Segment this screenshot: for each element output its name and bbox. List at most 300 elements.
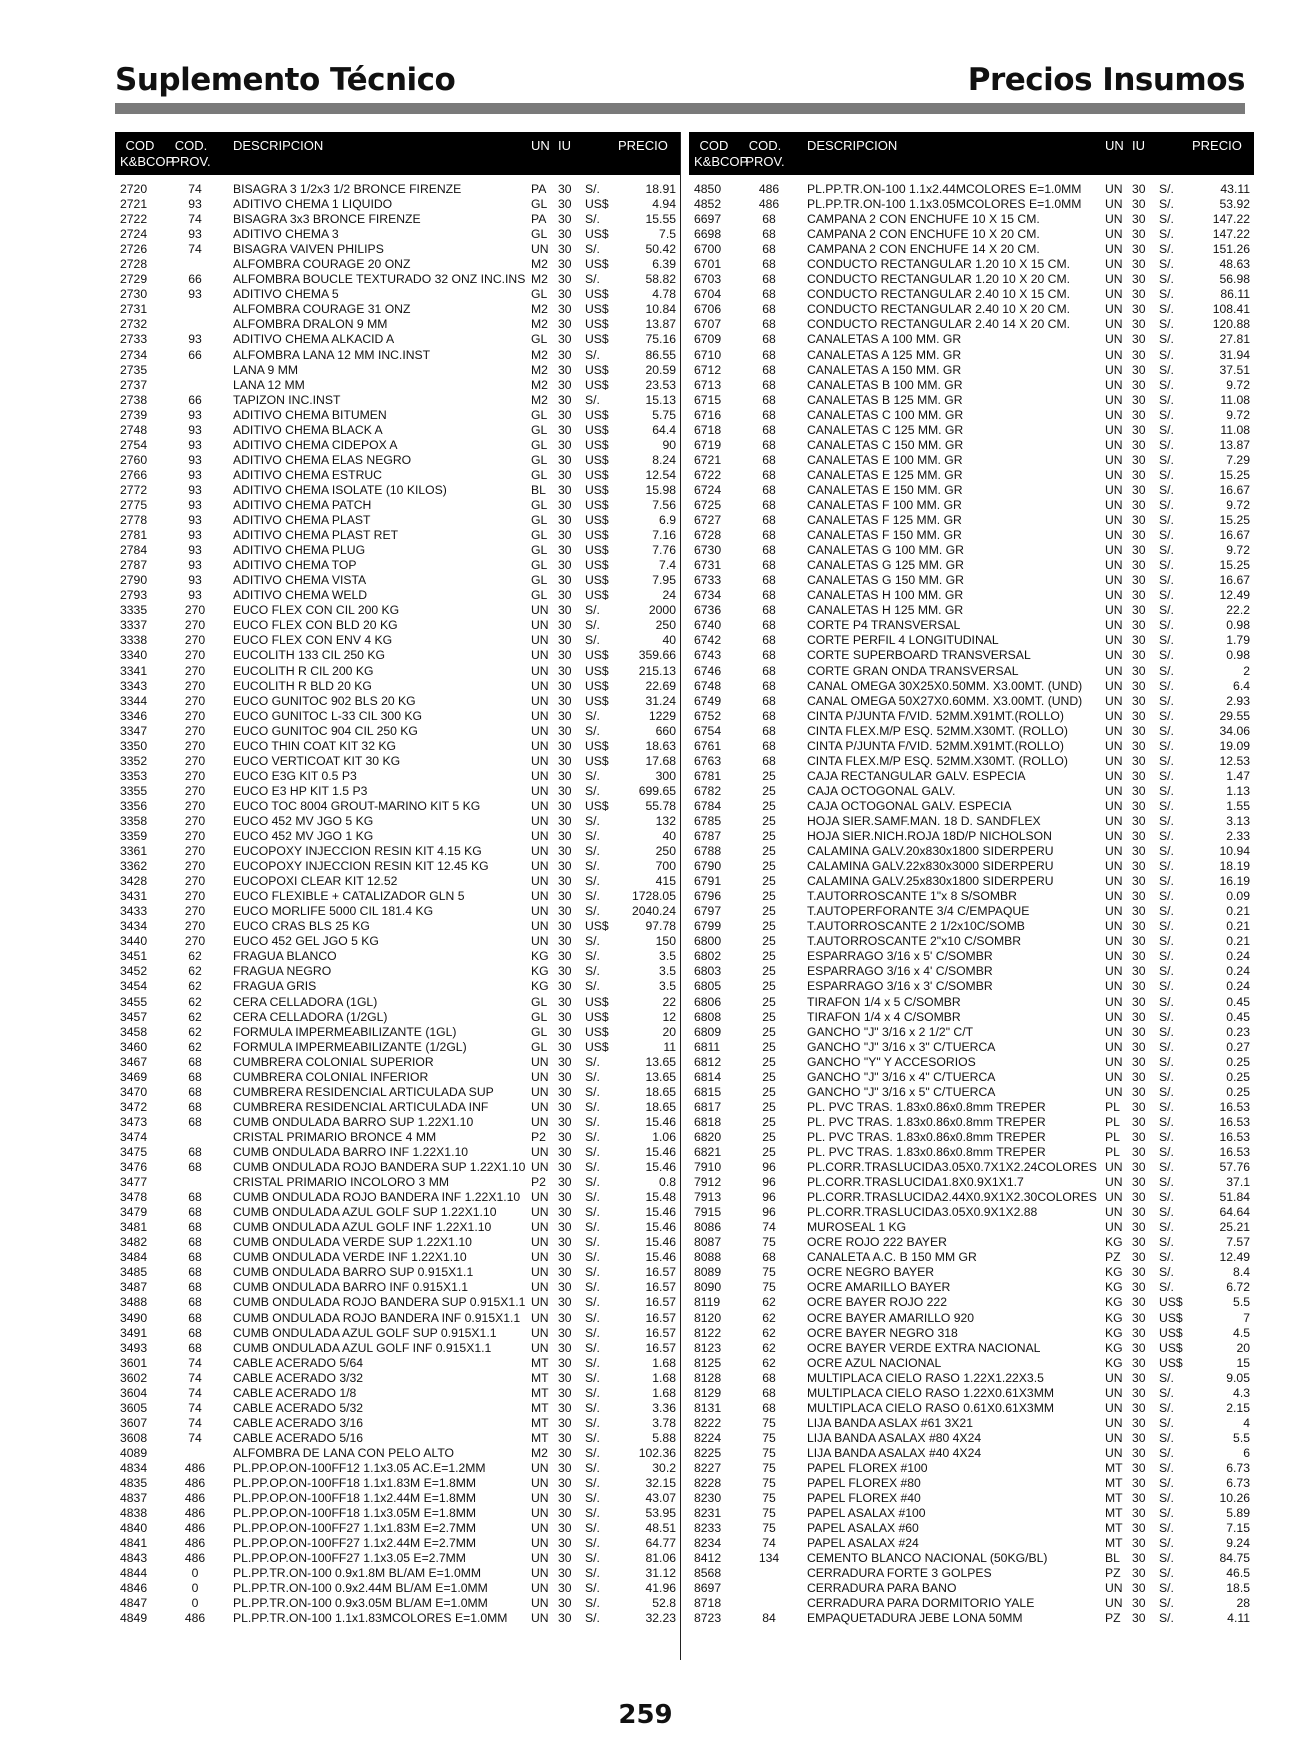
table-row xyxy=(689,498,1254,513)
cell-un: UN xyxy=(531,1325,549,1340)
cell-un: UN xyxy=(531,859,549,874)
cell-currency: S/. xyxy=(585,1160,600,1175)
cell-iu: 30 xyxy=(1132,182,1146,196)
cell-price: 15.46 xyxy=(645,1235,676,1250)
cell-desc: EUCO CRAS BLS 25 KG xyxy=(233,919,370,934)
cell-prov: 74 xyxy=(188,1355,202,1370)
cell-price: 31.12 xyxy=(645,1566,676,1581)
cell-un: M2 xyxy=(531,317,548,332)
cell-currency: US$ xyxy=(1159,1295,1183,1310)
cell-cod: 3458 xyxy=(120,1024,148,1039)
cell-cod: 6763 xyxy=(694,753,722,768)
cell-currency: S/. xyxy=(1159,1009,1174,1024)
table-row xyxy=(689,468,1254,483)
table-row xyxy=(689,1536,1254,1551)
cell-desc: CAJA OCTOGONAL GALV. ESPECIA xyxy=(807,798,1012,813)
cell-iu: 30 xyxy=(1132,1265,1146,1280)
cell-prov: 270 xyxy=(184,648,206,663)
cell-cod: 2778 xyxy=(120,513,148,528)
cell-prov: 93 xyxy=(188,543,202,558)
cell-desc: CANAL OMEGA 50X27X0.60MM. X3.00MT. (UND) xyxy=(807,693,1083,708)
cell-price: 29.55 xyxy=(1219,708,1250,723)
table-row xyxy=(689,1160,1254,1175)
page-number: 259 xyxy=(618,1700,673,1730)
table-row xyxy=(115,784,680,799)
cell-desc: EMPAQUETADURA JEBE LONA 50MM xyxy=(807,1611,1023,1626)
cell-price: 15.46 xyxy=(645,1145,676,1159)
cell-price: 31.24 xyxy=(645,693,676,708)
cell-cod: 3491 xyxy=(120,1325,148,1340)
cell-currency: S/. xyxy=(585,964,600,979)
cell-desc: PAPEL FLOREX #100 xyxy=(807,1460,928,1475)
cell-cod: 3452 xyxy=(120,964,148,979)
cell-iu: 30 xyxy=(558,347,572,362)
cell-prov: 270 xyxy=(184,934,206,949)
table-row xyxy=(689,483,1254,498)
cell-currency: S/. xyxy=(585,1084,600,1099)
cell-price: 11.08 xyxy=(1220,392,1250,407)
cell-price: 7.16 xyxy=(652,528,676,543)
cell-un: UN xyxy=(1105,497,1123,512)
cell-iu: 30 xyxy=(558,1024,572,1039)
cell-un: PA xyxy=(531,212,547,227)
cell-cod: 4849 xyxy=(120,1611,148,1626)
table-row xyxy=(689,1085,1254,1100)
cell-currency: US$ xyxy=(585,377,609,392)
cell-prov: 66 xyxy=(188,272,202,287)
cell-price: 2 xyxy=(1243,663,1250,678)
cell-currency: S/. xyxy=(1159,813,1174,828)
cell-cod: 3479 xyxy=(120,1205,148,1220)
table-row xyxy=(689,1175,1254,1190)
cell-price: 4.5 xyxy=(1233,1325,1250,1340)
cell-price: 75.16 xyxy=(645,332,676,347)
cell-iu: 30 xyxy=(1132,1205,1146,1220)
table-row xyxy=(689,679,1254,694)
cell-desc: CANALETAS B 125 MM. GR xyxy=(807,392,963,407)
cell-iu: 30 xyxy=(1132,1491,1146,1506)
cell-un: UN xyxy=(531,1054,549,1069)
cell-iu: 30 xyxy=(558,1265,572,1280)
cell-price: 6.39 xyxy=(652,257,676,272)
table-row xyxy=(115,573,680,588)
cell-prov: 270 xyxy=(184,708,206,723)
cell-desc: PL.PP.OP.ON-100FF18 1.1x3.05M E=1.8MM xyxy=(233,1506,477,1521)
cell-iu: 30 xyxy=(1132,859,1146,874)
cell-prov: 486 xyxy=(184,1460,206,1475)
table-body xyxy=(115,182,680,1627)
cell-prov: 25 xyxy=(762,949,776,964)
table-row xyxy=(689,724,1254,739)
cell-prov: 25 xyxy=(762,1084,776,1099)
cell-prov: 68 xyxy=(762,437,776,452)
cell-iu: 30 xyxy=(558,829,572,844)
header-desc: DESCRIPCION xyxy=(233,138,324,153)
cell-iu: 30 xyxy=(558,242,572,257)
cell-iu: 30 xyxy=(558,332,572,347)
cell-desc: CUMBRERA COLONIAL SUPERIOR xyxy=(233,1054,434,1069)
cell-cod: 6761 xyxy=(694,738,722,753)
cell-cod: 3350 xyxy=(120,738,148,753)
cell-iu: 30 xyxy=(558,287,572,302)
cell-cod: 2738 xyxy=(120,392,148,407)
cell-desc: EUCOPOXY INJECCION RESIN KIT 12.45 KG xyxy=(233,859,489,874)
cell-un: M2 xyxy=(531,302,548,317)
cell-currency: S/. xyxy=(585,1145,600,1159)
table-body xyxy=(689,182,1254,1627)
cell-iu: 30 xyxy=(1132,708,1146,723)
cell-desc: EUCOLITH R CIL 200 KG xyxy=(233,663,374,678)
cell-cod: 6782 xyxy=(694,783,722,798)
cell-un: GL xyxy=(531,227,548,242)
cell-desc: FRAGUA GRIS xyxy=(233,979,317,994)
cell-price: 18.65 xyxy=(645,1084,676,1099)
cell-desc: ADITIVO CHEMA 3 xyxy=(233,227,339,242)
table-row xyxy=(115,1220,680,1235)
table-row xyxy=(115,1461,680,1476)
cell-desc: CUMB ONDULADA ROJO BANDERA SUP 0.915X1.1 xyxy=(233,1295,526,1310)
cell-price: 0.24 xyxy=(1226,949,1250,964)
cell-price: 2000 xyxy=(648,603,676,618)
cell-desc: PL.PP.OP.ON-100FF12 1.1x3.05 AC.E=1.2MM xyxy=(233,1460,486,1475)
cell-un: UN xyxy=(1105,422,1123,437)
cell-currency: US$ xyxy=(585,648,609,663)
cell-price: 16.57 xyxy=(645,1340,676,1355)
cell-iu: 30 xyxy=(1132,392,1146,407)
cell-prov: 25 xyxy=(762,859,776,874)
cell-cod: 3340 xyxy=(120,648,148,663)
cell-price: 7.5 xyxy=(659,227,676,242)
cell-iu: 30 xyxy=(1132,1415,1146,1430)
cell-price: 4.94 xyxy=(652,197,676,212)
table-row xyxy=(689,739,1254,754)
cell-currency: US$ xyxy=(585,482,609,497)
cell-iu: 30 xyxy=(1132,678,1146,693)
cell-currency: S/. xyxy=(1159,362,1174,377)
cell-cod: 4835 xyxy=(120,1476,148,1491)
cell-currency: S/. xyxy=(585,949,600,964)
cell-desc: MULTIPLACA CIELO RASO 1.22X0.61X3MM xyxy=(807,1385,1055,1400)
table-row xyxy=(115,348,680,363)
cell-currency: S/. xyxy=(1159,798,1174,813)
table-row xyxy=(689,844,1254,859)
cell-un: KG xyxy=(531,964,549,979)
cell-desc: ALFOMBRA DE LANA CON PELO ALTO xyxy=(233,1445,455,1460)
cell-un: UN xyxy=(1105,182,1123,196)
cell-un: UN xyxy=(1105,1084,1123,1099)
cell-desc: CRISTAL PRIMARIO BRONCE 4 MM xyxy=(233,1129,437,1144)
cell-prov: 25 xyxy=(762,889,776,904)
cell-desc: CAMPANA 2 CON ENCHUFE 14 X 20 CM. xyxy=(807,242,1040,257)
cell-un: GL xyxy=(531,528,548,543)
cell-currency: S/. xyxy=(1159,1521,1174,1536)
cell-price: 108.41 xyxy=(1212,302,1250,317)
cell-desc: FRAGUA NEGRO xyxy=(233,964,332,979)
cell-currency: S/. xyxy=(1159,482,1174,497)
cell-currency: S/. xyxy=(1159,1566,1174,1581)
cell-prov: 486 xyxy=(184,1491,206,1506)
cell-iu: 30 xyxy=(1132,844,1146,859)
cell-iu: 30 xyxy=(558,1054,572,1069)
cell-price: 6.72 xyxy=(1226,1280,1250,1295)
table-row xyxy=(115,934,680,949)
cell-iu: 30 xyxy=(558,1370,572,1385)
cell-currency: S/. xyxy=(1159,467,1174,482)
cell-iu: 30 xyxy=(1132,1445,1146,1460)
cell-prov: 68 xyxy=(762,302,776,317)
cell-iu: 30 xyxy=(1132,1084,1146,1099)
cell-price: 9.72 xyxy=(1226,377,1250,392)
cell-desc: ADITIVO CHEMA ESTRUC xyxy=(233,467,382,482)
cell-un: M2 xyxy=(531,362,548,377)
cell-cod: 2730 xyxy=(120,287,148,302)
cell-desc: CONDUCTO RECTANGULAR 1.20 10 X 15 CM. xyxy=(807,257,1071,272)
cell-desc: ADITIVO CHEMA TOP xyxy=(233,558,357,573)
cell-cod: 6698 xyxy=(694,227,722,242)
cell-iu: 30 xyxy=(558,1129,572,1144)
cell-currency: S/. xyxy=(1159,392,1174,407)
cell-currency: S/. xyxy=(1159,1039,1174,1054)
cell-iu: 30 xyxy=(558,1084,572,1099)
cell-iu: 30 xyxy=(1132,648,1146,663)
cell-currency: S/. xyxy=(1159,648,1174,663)
cell-un: UN xyxy=(1105,1190,1123,1205)
cell-desc: CUMB ONDULADA VERDE SUP 1.22X1.10 xyxy=(233,1235,472,1250)
cell-prov: 93 xyxy=(188,467,202,482)
cell-iu: 30 xyxy=(1132,1536,1146,1551)
cell-un: UN xyxy=(531,648,549,663)
cell-iu: 30 xyxy=(1132,227,1146,242)
cell-cod: 7910 xyxy=(694,1160,722,1175)
table-row xyxy=(689,874,1254,889)
cell-un: UN xyxy=(1105,693,1123,708)
table-row xyxy=(689,1551,1254,1566)
header-un: UN xyxy=(531,138,550,153)
cell-desc: CEMENTO BLANCO NACIONAL (50KG/BL) xyxy=(807,1551,1048,1566)
cell-price: 17.68 xyxy=(645,753,676,768)
cell-currency: S/. xyxy=(1159,919,1174,934)
cell-prov: 68 xyxy=(762,317,776,332)
cell-currency: S/. xyxy=(1159,212,1174,227)
cell-prov: 62 xyxy=(762,1325,776,1340)
cell-iu: 30 xyxy=(558,1190,572,1205)
cell-iu: 30 xyxy=(1132,362,1146,377)
cell-iu: 30 xyxy=(558,1039,572,1054)
cell-prov: 68 xyxy=(762,1250,776,1265)
cell-prov: 68 xyxy=(762,678,776,693)
cell-cod: 8228 xyxy=(694,1476,722,1491)
cell-price: 57.76 xyxy=(1219,1160,1250,1175)
cell-price: 0.24 xyxy=(1226,979,1250,994)
cell-currency: S/. xyxy=(585,1385,600,1400)
cell-desc: ALFOMBRA LANA 12 MM INC.INST xyxy=(233,347,431,362)
cell-iu: 30 xyxy=(558,994,572,1009)
cell-cod: 3428 xyxy=(120,874,148,889)
cell-iu: 30 xyxy=(1132,1024,1146,1039)
cell-desc: CANALETAS E 100 MM. GR xyxy=(807,452,963,467)
header-cod: COD K&BCOP xyxy=(120,138,175,169)
cell-iu: 30 xyxy=(1132,723,1146,738)
cell-price: 6.9 xyxy=(659,513,676,528)
table-row xyxy=(115,363,680,378)
cell-prov: 66 xyxy=(188,392,202,407)
cell-currency: S/. xyxy=(1159,1385,1174,1400)
cell-un: UN xyxy=(531,708,549,723)
cell-un: UN xyxy=(531,618,549,633)
cell-currency: S/. xyxy=(585,272,600,287)
cell-cod: 2731 xyxy=(120,302,148,317)
table-row xyxy=(115,1596,680,1611)
cell-currency: S/. xyxy=(1159,1280,1174,1295)
cell-iu: 30 xyxy=(1132,1220,1146,1235)
cell-price: 40 xyxy=(662,829,676,844)
cell-iu: 30 xyxy=(1132,603,1146,618)
table-row xyxy=(115,724,680,739)
cell-prov: 74 xyxy=(188,1400,202,1415)
cell-prov: 25 xyxy=(762,783,776,798)
cell-price: 58.82 xyxy=(645,272,676,287)
table-row xyxy=(115,317,680,332)
table-row xyxy=(689,287,1254,302)
cell-un: UN xyxy=(531,1160,549,1175)
table-row xyxy=(689,1431,1254,1446)
cell-cod: 8718 xyxy=(694,1596,722,1611)
table-row xyxy=(689,1235,1254,1250)
header-prov: COD. PROV. xyxy=(745,138,785,169)
table-row xyxy=(689,227,1254,242)
cell-iu: 30 xyxy=(558,1295,572,1310)
cell-desc: T.AUTORROSCANTE 2"x10 C/SOMBR xyxy=(807,934,1022,949)
cell-cod: 6736 xyxy=(694,603,722,618)
cell-prov: 25 xyxy=(762,904,776,919)
cell-un: UN xyxy=(1105,708,1123,723)
cell-currency: S/. xyxy=(585,768,600,783)
cell-cod: 8227 xyxy=(694,1460,722,1475)
table-row xyxy=(689,1055,1254,1070)
cell-desc: PAPEL ASALAX #24 xyxy=(807,1536,919,1551)
cell-prov: 68 xyxy=(762,497,776,512)
cell-prov: 68 xyxy=(762,1385,776,1400)
cell-prov: 68 xyxy=(762,543,776,558)
cell-cod: 2772 xyxy=(120,482,148,497)
cell-iu: 30 xyxy=(558,798,572,813)
cell-prov: 25 xyxy=(762,829,776,844)
cell-currency: S/. xyxy=(1159,1129,1174,1144)
cell-un: KG xyxy=(1105,1265,1123,1280)
cell-currency: S/. xyxy=(1159,964,1174,979)
cell-currency: US$ xyxy=(585,543,609,558)
cell-prov: 270 xyxy=(184,783,206,798)
cell-cod: 8224 xyxy=(694,1430,722,1445)
cell-iu: 30 xyxy=(558,1235,572,1250)
table-row xyxy=(115,242,680,257)
cell-currency: S/. xyxy=(585,1340,600,1355)
cell-currency: US$ xyxy=(585,738,609,753)
table-row xyxy=(115,859,680,874)
cell-prov: 270 xyxy=(184,874,206,889)
cell-cod: 8128 xyxy=(694,1370,722,1385)
cell-prov: 74 xyxy=(762,1220,776,1235)
cell-prov: 0 xyxy=(191,1566,199,1581)
table-row xyxy=(689,694,1254,709)
cell-iu: 30 xyxy=(558,708,572,723)
cell-prov: 74 xyxy=(762,1536,776,1551)
cell-un: UN xyxy=(1105,482,1123,497)
cell-iu: 30 xyxy=(1132,1310,1146,1325)
table-row xyxy=(115,1205,680,1220)
cell-cod: 3359 xyxy=(120,829,148,844)
cell-un: GL xyxy=(531,287,548,302)
cell-cod: 6707 xyxy=(694,317,722,332)
table-row xyxy=(689,528,1254,543)
cell-desc: ESPARRAGO 3/16 x 3' C/SOMBR xyxy=(807,979,993,994)
cell-price: 7.15 xyxy=(1226,1521,1250,1536)
table-row xyxy=(115,979,680,994)
table-header xyxy=(115,132,680,175)
cell-cod: 8568 xyxy=(694,1566,722,1581)
cell-cod: 3474 xyxy=(120,1129,148,1144)
table-row xyxy=(115,227,680,242)
cell-iu: 30 xyxy=(558,1325,572,1340)
cell-iu: 30 xyxy=(558,528,572,543)
cell-prov: 270 xyxy=(184,889,206,904)
cell-cod: 3362 xyxy=(120,859,148,874)
cell-price: 53.95 xyxy=(645,1506,676,1521)
cell-price: 6.73 xyxy=(1226,1460,1250,1475)
cell-price: 3.78 xyxy=(652,1415,676,1430)
cell-prov: 75 xyxy=(762,1265,776,1280)
cell-price: 1.06 xyxy=(652,1129,676,1144)
cell-cod: 2735 xyxy=(120,362,148,377)
cell-prov: 93 xyxy=(188,558,202,573)
cell-cod: 6815 xyxy=(694,1084,722,1099)
table-row xyxy=(689,1596,1254,1611)
cell-cod: 8234 xyxy=(694,1536,722,1551)
cell-un: UN xyxy=(531,1596,549,1611)
cell-un: UN xyxy=(1105,678,1123,693)
cell-cod: 3457 xyxy=(120,1009,148,1024)
cell-price: 0.45 xyxy=(1226,994,1250,1009)
cell-cod: 3469 xyxy=(120,1069,148,1084)
table-row xyxy=(689,1356,1254,1371)
cell-un: GL xyxy=(531,437,548,452)
cell-cod: 6817 xyxy=(694,1099,722,1114)
cell-price: 16.57 xyxy=(645,1310,676,1325)
cell-un: UN xyxy=(1105,513,1123,528)
cell-iu: 30 xyxy=(1132,949,1146,964)
cell-currency: S/. xyxy=(1159,182,1174,196)
cell-un: UN xyxy=(1105,227,1123,242)
cell-currency: S/. xyxy=(585,1566,600,1581)
cell-iu: 30 xyxy=(558,1400,572,1415)
cell-iu: 30 xyxy=(1132,558,1146,573)
cell-prov: 68 xyxy=(762,558,776,573)
header-prov: COD. PROV. xyxy=(171,138,211,169)
cell-currency: S/. xyxy=(585,182,600,196)
cell-iu: 30 xyxy=(1132,1190,1146,1205)
cell-price: 16.19 xyxy=(1219,874,1250,889)
cell-un: UN xyxy=(531,1460,549,1475)
cell-currency: S/. xyxy=(585,934,600,949)
cell-price: 9.05 xyxy=(1226,1370,1250,1385)
cell-cod: 6713 xyxy=(694,377,722,392)
cell-desc: CANALETAS G 150 MM. GR xyxy=(807,573,964,588)
cell-price: 0.25 xyxy=(1226,1069,1250,1084)
cell-un: UN xyxy=(531,1521,549,1536)
cell-un: UN xyxy=(531,889,549,904)
cell-desc: CERA CELLADORA (1/2GL) xyxy=(233,1009,388,1024)
cell-iu: 30 xyxy=(558,1476,572,1491)
